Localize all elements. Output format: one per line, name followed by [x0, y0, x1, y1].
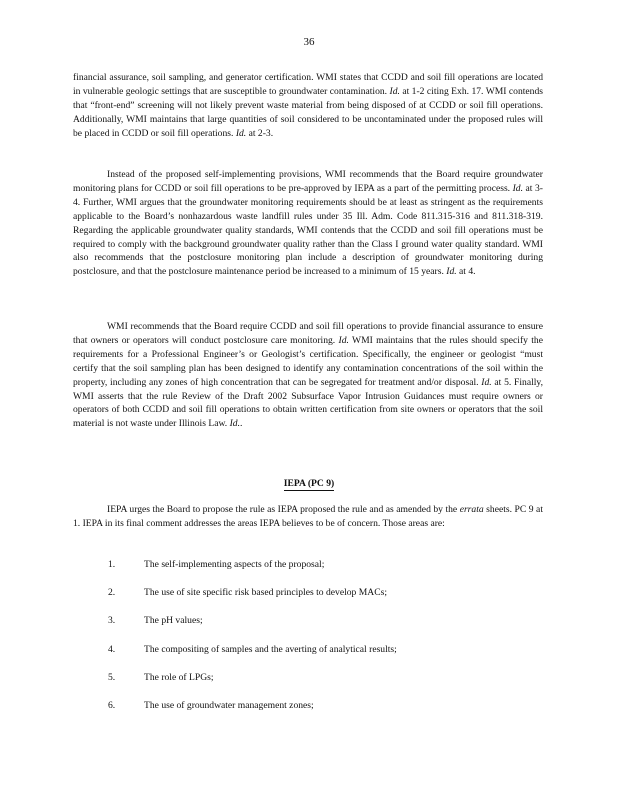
citation-id: Id.	[338, 334, 349, 346]
list-text: The compositing of samples and the averting of analytical results;	[144, 643, 397, 655]
paragraph-text: sheets. PC 9 at 1. IEPA in its final comment addresses the areas IEPA believes to be of concern. Those areas are:	[73, 504, 543, 529]
list-text: The pH values;	[144, 615, 203, 627]
list-item	[108, 672, 528, 700]
paragraph-text: at 1-2 citing Exh. 17. WMI contends that “front-end” screening will not likely prevent waste material from being disposed of at CCDD or soil fill operations. Additionally, WMI maintains that large quantities of soil considered to be uncontaminated under the proposed rules will be placed in CCDD or soil fill operations.	[73, 85, 543, 139]
citation-id: Id.	[512, 182, 523, 194]
errata-word: errata	[459, 504, 484, 515]
paragraph-wmi-financial	[73, 320, 543, 431]
paragraph-text: WMI recommends that the Board require CCDD and soil fill operations to provide financial assurance to ensure that owners or operators will conduct postclosure care monitoring.	[73, 321, 543, 346]
list-text: The self-implementing aspects of the proposal;	[144, 559, 325, 570]
list-number: 5.	[108, 671, 116, 683]
paragraph-text: Instead of the proposed self-implementing provisions, WMI recommends that the Board require groundwater monitoring plans for CCDD or soil fill operations to be pre-approved by IEPA as a part of the permitting process.	[73, 169, 543, 194]
list-number: 2.	[108, 587, 116, 599]
citation-id: Id.	[389, 85, 400, 97]
page-number: 36	[303, 36, 315, 48]
paragraph-wmi-concerns	[73, 71, 543, 141]
paragraph-text: .	[239, 418, 243, 430]
list-text: The use of groundwater management zones;	[144, 699, 314, 711]
list-number: 3.	[108, 615, 116, 627]
list-number: 4.	[108, 643, 116, 655]
paragraph-text: WMI maintains that the rules should specify the requirements for a Professional Engineer’s or Geologist’s certification. Specifically, the engineer or geologist “must certify that the soil sampling plan has been designed to identify any contamination concentrations of the soil within the property, including any zones of high concentration that can be segregated for treatment and/or disposal.	[73, 334, 543, 388]
paragraph-text: financial assurance, soil sampling, and generator certification. WMI states that CCDD and soil fill operations are located in vulnerable geologic settings that are susceptible to groundwater contamination.	[73, 72, 543, 97]
paragraph-text: at 3-4. Further, WMI argues that the groundwater monitoring requirements should be at least as stringent as the requirements applicable to the Board’s nonhazardous waste landfill rules under 35 Ill. Adm. Code 811.315-316 and 811.318-319. Regarding the applicable groundwater quality standards, WMI contends that the CCDD and soil fill operations must be required to comply with the background groundwater quality rather than the Class I ground water quality standard. WMI also recommends that the postclosure monitoring plan include a description of groundwater monitoring during postclosure, and that the postclosure maintenance period be increased to a minimum of 15 years.	[73, 182, 543, 278]
list-text: The role of LPGs;	[144, 671, 214, 683]
section-heading	[0, 478, 618, 489]
paragraph-text: at 2-3.	[246, 127, 274, 139]
citation-id: Id.	[229, 418, 240, 430]
list-item	[108, 587, 528, 615]
concern-list	[108, 559, 528, 728]
list-number: 6.	[108, 699, 116, 711]
citation-id: Id.	[481, 376, 492, 388]
citation-id: Id.	[446, 266, 457, 278]
paragraph-text: at 4.	[456, 266, 476, 278]
list-text: The use of site specific risk based principles to develop MACs;	[144, 587, 387, 599]
paragraph-iepa	[73, 503, 543, 531]
citation-id: Id.	[235, 127, 247, 139]
list-item	[108, 615, 528, 643]
paragraph-text: at 5. Finally, WMI asserts that the rule Review of the Draft 2002 Subsurface Vapor Intrusion Guidances must require owners or operators of both CCDD and soil fill operations to obtain written certification from site owners or operators that the soil material is not waste under Illinois Law.	[73, 376, 543, 430]
list-number: 1.	[108, 559, 116, 570]
paragraph-text: IEPA urges the Board to propose the rule as IEPA proposed the rule and as amended by the	[107, 504, 460, 515]
list-item	[108, 559, 528, 587]
list-item	[108, 644, 528, 672]
list-item	[108, 700, 528, 728]
paragraph-wmi-monitoring	[73, 168, 543, 279]
section-heading-text: IEPA (PC 9)	[283, 478, 335, 489]
